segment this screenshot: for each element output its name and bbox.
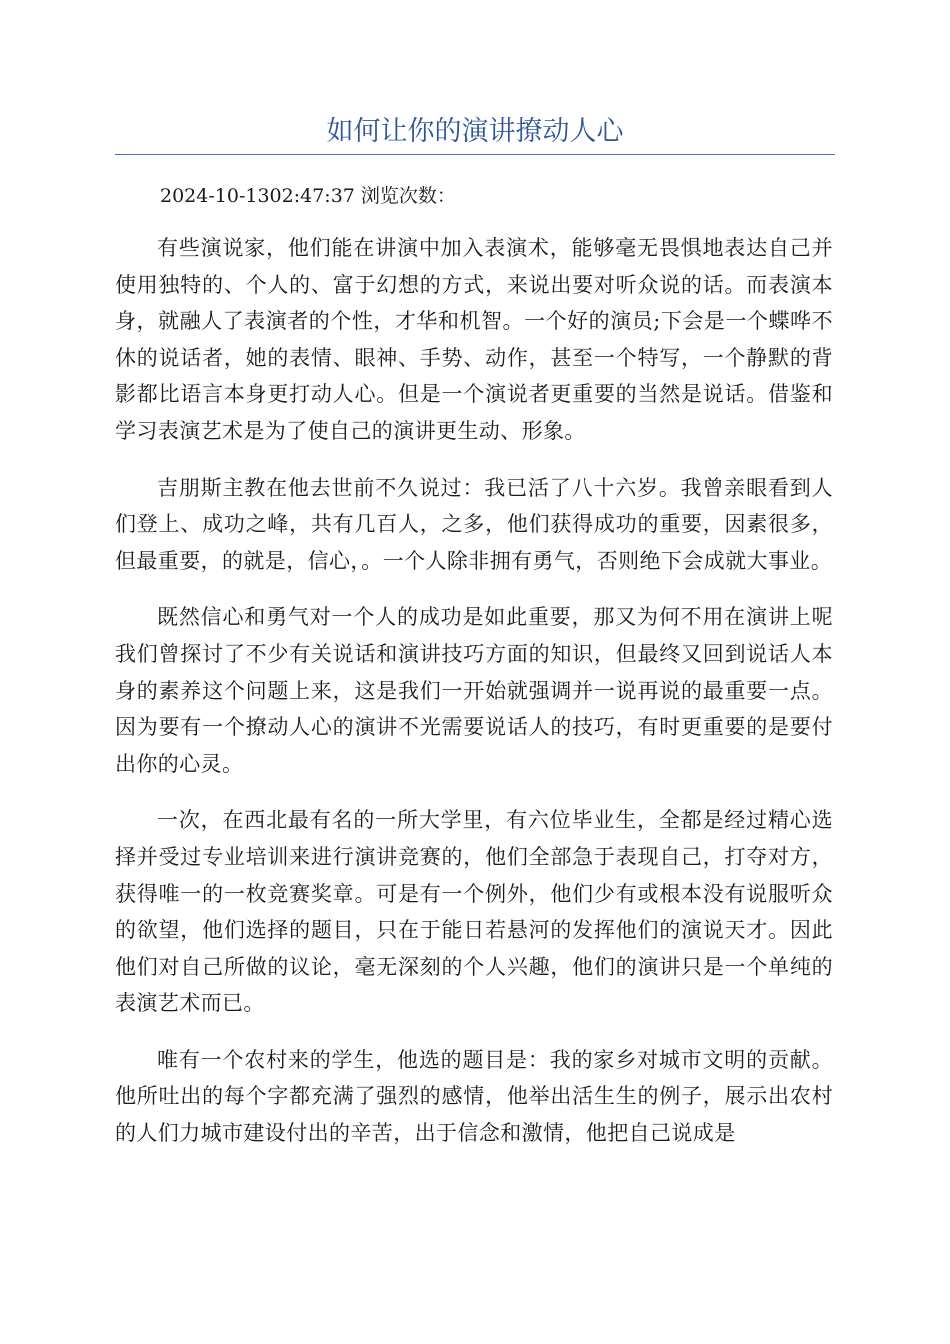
paragraph: 既然信心和勇气对一个人的成功是如此重要，那又为何不用在演讲上呢我们曾探讨了不少有关说话和演讲技巧方面的知识，但最终又回到说话人本身的素养这个问题上来，这是我们一开始就强调并一说再说的最重要一点。因为要有一个撩动人心的演讲不光需要说话人的技巧，有时更重要的是要付出你的心灵。: [115, 605, 833, 776]
paragraph: 吉朋斯主教在他去世前不久说过：我已活了八十六岁。我曾亲眼看到人们登上、成功之峰，共有几百人，之多，他们获得成功的重要，因素很多，但最重要，的就是，信心，。一个人除非拥有勇气，否则绝下会成就大事业。: [115, 475, 833, 573]
document-body: [115, 230, 833, 1172]
document-title: 如何让你的演讲撩动人心: [326, 116, 624, 147]
paragraph: 一次，在西北最有名的一所大学里，有六位毕业生，全都是经过精心选择并受过专业培训来进行演讲竞赛的，他们全部急于表现自己，打夺对方，获得唯一的一枚竞赛奖章。可是有一个例外，他们少有或根本没有说服听众的欲望，他们选择的题目，只在于能日若悬河的发挥他们的演说天才。因此他们对自己所做的议论，毫无深刻的个人兴趣，他们的演讲只是一个单纯的表演艺术而已。: [115, 808, 833, 1016]
document-meta: 2024-10-1302:47:37 浏览次数：: [160, 185, 456, 207]
paragraph: 唯有一个农村来的学生，他选的题目是：我的家乡对城市文明的贡献。他所吐出的每个字都充满了强烈的感情，他举出活生生的例子，展示出农村的人们力城市建设付出的辛苦，出于信念和激情，他把自己说成是: [115, 1047, 833, 1146]
title-underline: [115, 154, 835, 155]
paragraph: 有些演说家，他们能在讲演中加入表演术，能够毫无畏惧地表达自己并使用独特的、个人的、富于幻想的方式，来说出要对听众说的话。而表演本身，就融人了表演者的个性，才华和机智。一个好的演员;下会是一个蝶哗不休的说话者，她的表情、眼神、手势、动作，甚至一个特写，一个静默的背影都比语言本身更打动人心。但是一个演说者更重要的当然是说话。借鉴和学习表演艺术是为了使自己的演讲更生动、形象。: [115, 236, 833, 443]
